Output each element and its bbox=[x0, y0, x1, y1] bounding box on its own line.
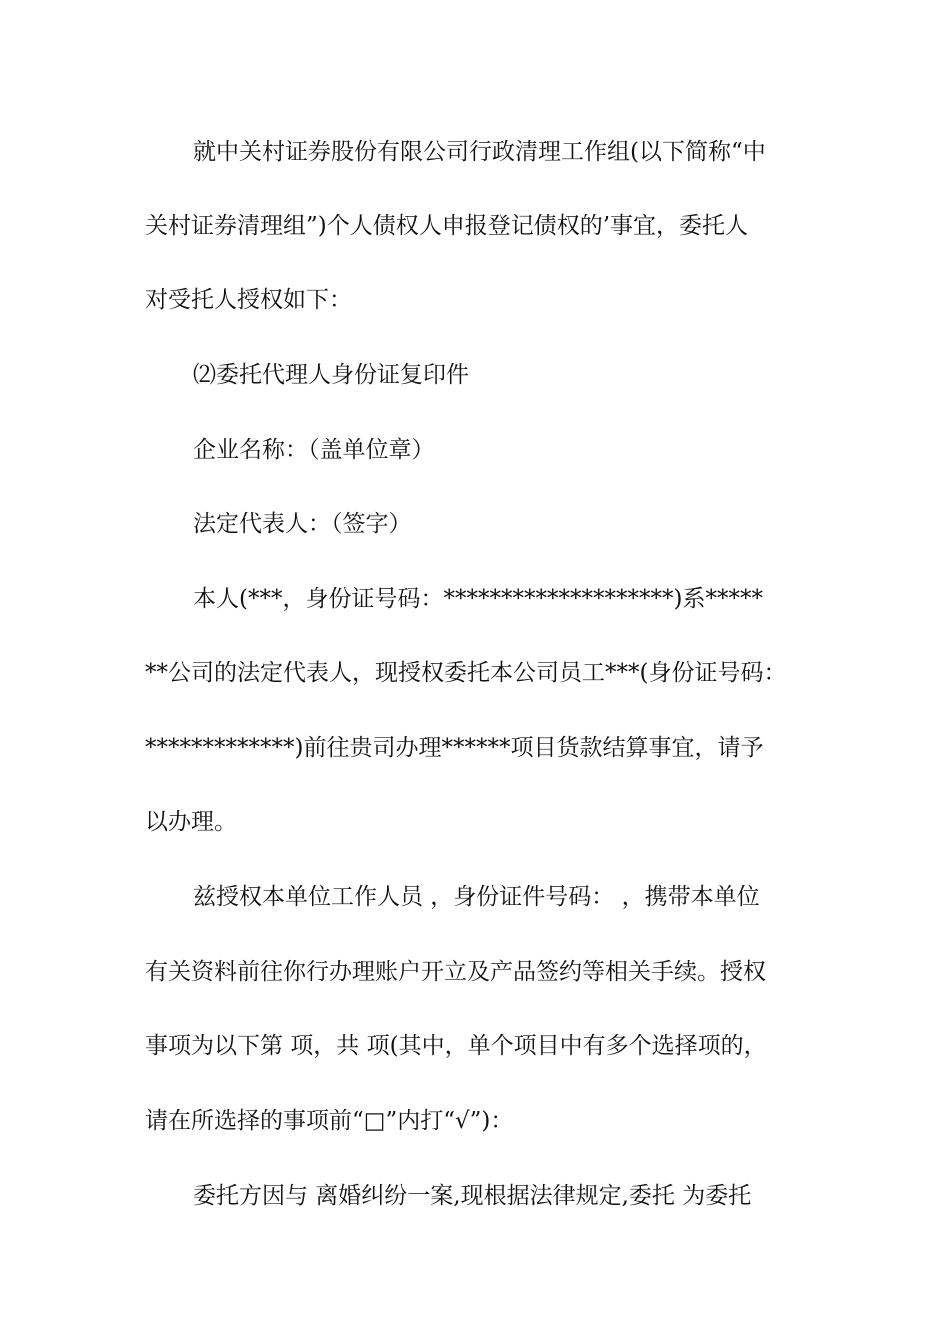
paragraph-3-line-4: 请在所选择的事项前“□”内打“√”)： bbox=[145, 1108, 514, 1134]
paragraph-2-line-1: 本人(***，身份证号码：********************)系***** bbox=[193, 586, 763, 612]
paragraph-3-line-3: 事项为以下第 项，共 项(其中，单个项目中有多个选择项的， bbox=[145, 1033, 767, 1059]
paragraph-1-line-1: 就中关村证券股份有限公司行政清理工作组(以下简称“中 bbox=[193, 139, 766, 165]
paragraph-2-line-2: **公司的法定代表人，现授权委托本公司员工***(身份证号码： bbox=[145, 660, 787, 686]
paragraph-2-line-3: *************)前往贵司办理******项目货款结算事宜，请予 bbox=[145, 735, 764, 761]
legal-representative-line: 法定代表人：（签字） bbox=[193, 511, 412, 537]
paragraph-3-line-1: 兹授权本单位工作人员 ，身份证件号码： ，携带本单位 bbox=[193, 884, 760, 910]
attachment-item: ⑵委托代理人身份证复印件 bbox=[193, 362, 469, 388]
paragraph-4-line-1: 委托方因与 离婚纠纷一案,现根据法律规定,委托 为委托 bbox=[193, 1183, 752, 1209]
paragraph-3-line-2: 有关资料前往你行办理账户开立及产品签约等相关手续。授权 bbox=[145, 959, 766, 985]
company-name-line: 企业名称：（盖单位章） bbox=[193, 437, 435, 463]
paragraph-1-line-2: 关村证券清理组”)个人债权人申报登记债权的’事宜，委托人 bbox=[145, 213, 749, 239]
paragraph-1-line-3: 对受托人授权如下： bbox=[145, 287, 352, 313]
paragraph-2-line-4: 以办理。 bbox=[145, 809, 237, 835]
